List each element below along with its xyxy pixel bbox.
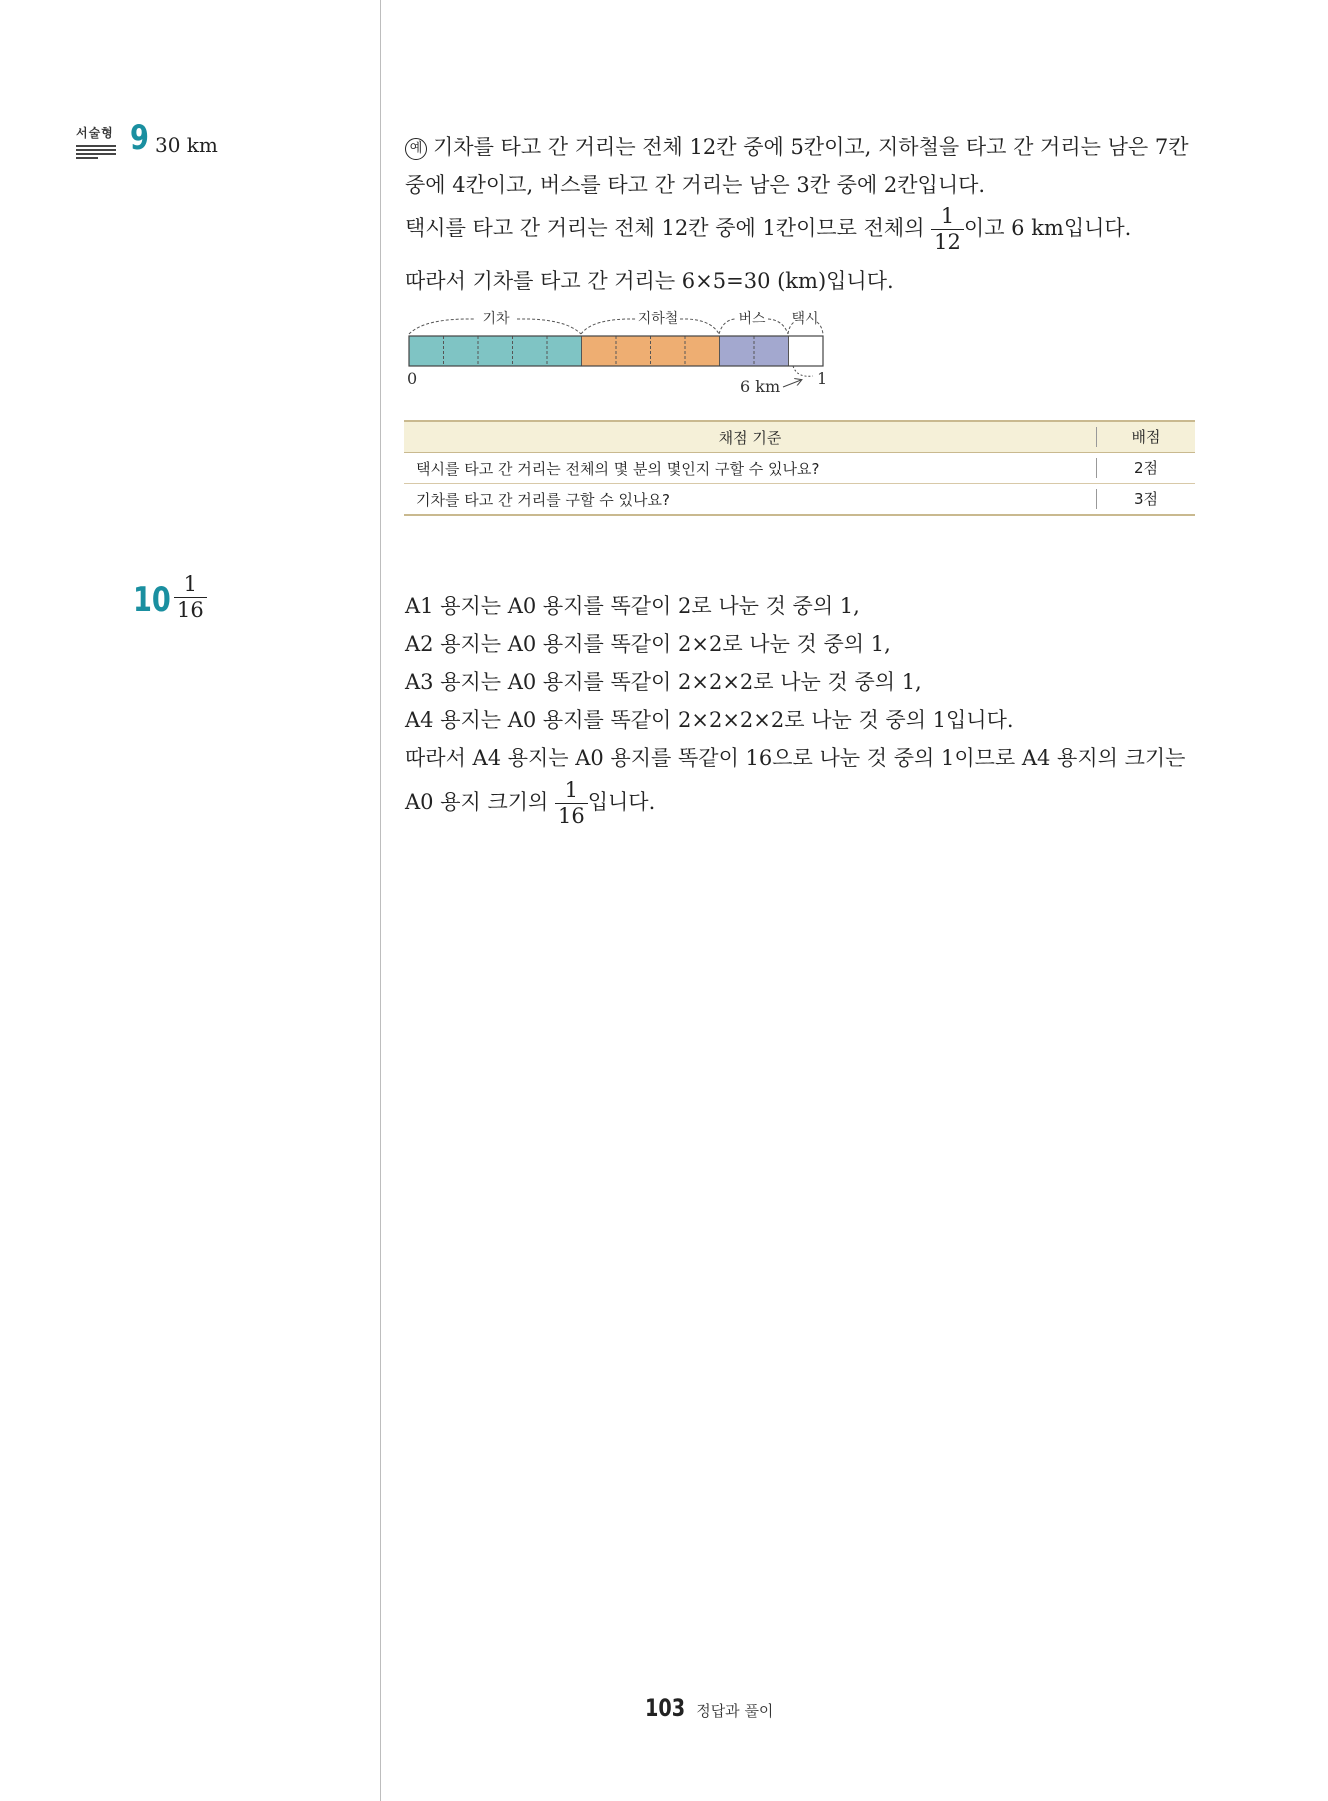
p10-line-3: A3 용지는 A0 용지를 똑같이 2×2×2로 나눈 것 중의 1, — [405, 670, 922, 694]
bar-cell — [513, 336, 548, 366]
p9-line-1-text: 기차를 타고 간 거리는 전체 12칸 중에 5칸이고, 지하철을 타고 간 거리는 남은 7칸 — [433, 135, 1189, 159]
label-start: 0 — [407, 369, 418, 388]
p10-line-6-pre: A0 용지 크기의 — [405, 790, 555, 814]
page-footer — [645, 1694, 773, 1722]
bar-cell — [651, 336, 686, 366]
column-divider — [380, 0, 381, 1801]
bar-cell — [409, 336, 444, 366]
badge-label: 서술형 — [76, 126, 114, 140]
fraction-denominator: 16 — [557, 804, 585, 828]
criteria-cell: 택시를 타고 간 거리는 전체의 몇 분의 몇인지 구할 수 있나요? — [416, 459, 820, 478]
criteria-cell: 기차를 타고 간 거리를 구할 수 있나요? — [416, 490, 670, 509]
distance-bar-diagram — [405, 300, 828, 400]
score-cell: 2점 — [1096, 458, 1195, 478]
header-score: 배점 — [1096, 427, 1195, 447]
p10-line-4: A4 용지는 A0 용지를 똑같이 2×2×2×2로 나눈 것 중의 1입니다. — [405, 708, 1014, 732]
fraction-numerator: 1 — [931, 206, 964, 230]
fraction-one-twelfth — [931, 206, 964, 253]
label-unit: 6 km — [740, 377, 781, 396]
bar-cell — [754, 336, 789, 366]
p9-line-2: 중에 4칸이고, 버스를 타고 간 거리는 남은 3칸 중에 2칸입니다. — [405, 173, 986, 197]
p10-line-2: A2 용지는 A0 용지를 똑같이 2×2로 나눈 것 중의 1, — [405, 632, 891, 656]
label-train: 기차 — [482, 311, 510, 327]
distance-bar-svg — [405, 300, 828, 400]
p10-line-5: 따라서 A4 용지는 A0 용지를 똑같이 16으로 나눈 것 중의 1이므로 A4 용지의 크기는 — [405, 746, 1186, 770]
label-end: 1 — [817, 369, 828, 388]
lines-icon — [76, 145, 118, 159]
p9-line-3-post: 이고 6 km입니다. — [963, 216, 1132, 240]
fraction-numerator: 1 — [555, 780, 588, 804]
label-bus: 버스 — [738, 311, 766, 327]
p10-line-1: A1 용지는 A0 용지를 똑같이 2로 나눈 것 중의 1, — [405, 594, 860, 618]
scoring-table — [404, 420, 1195, 516]
bar-cell — [444, 336, 479, 366]
example-mark: 예 — [405, 138, 427, 160]
header-criteria: 채점 기준 — [718, 428, 782, 447]
p9-line-4: 따라서 기차를 타고 간 거리는 6×5=30 (km)입니다. — [405, 269, 894, 293]
problem-9-number: 9 — [130, 118, 149, 158]
bar-cell — [547, 336, 582, 366]
label-taxi: 택시 — [791, 311, 819, 327]
table-header — [404, 420, 1195, 453]
problem-10-answer — [174, 574, 207, 621]
answer-numerator: 1 — [174, 574, 207, 598]
label-subway: 지하철 — [637, 311, 679, 327]
p10-line-6-post: 입니다. — [587, 790, 656, 814]
problem-10-number: 10 — [133, 580, 171, 620]
p9-line-3 — [405, 206, 1131, 253]
fraction-denominator: 12 — [934, 230, 961, 254]
bar-cell — [582, 336, 617, 366]
bar-cell — [616, 336, 651, 366]
descriptive-badge — [76, 124, 118, 161]
bar-cell — [478, 336, 513, 366]
page-number: 103 — [645, 1694, 686, 1722]
fraction-one-sixteenth — [555, 780, 588, 827]
p10-line-6 — [405, 780, 655, 827]
answer-denominator: 16 — [177, 598, 204, 622]
p9-line-1 — [405, 131, 1188, 161]
table-row — [404, 484, 1195, 516]
table-row — [404, 453, 1195, 484]
problem-9-answer: 30 km — [155, 133, 218, 157]
p9-line-3-pre: 택시를 타고 간 거리는 전체 12칸 중에 1칸이므로 전체의 — [405, 216, 932, 240]
bar-cell — [685, 336, 720, 366]
footer-title: 정답과 풀이 — [696, 1702, 774, 1720]
bar-cell — [720, 336, 755, 366]
score-cell: 3점 — [1096, 489, 1195, 509]
bar-cell — [789, 336, 824, 366]
